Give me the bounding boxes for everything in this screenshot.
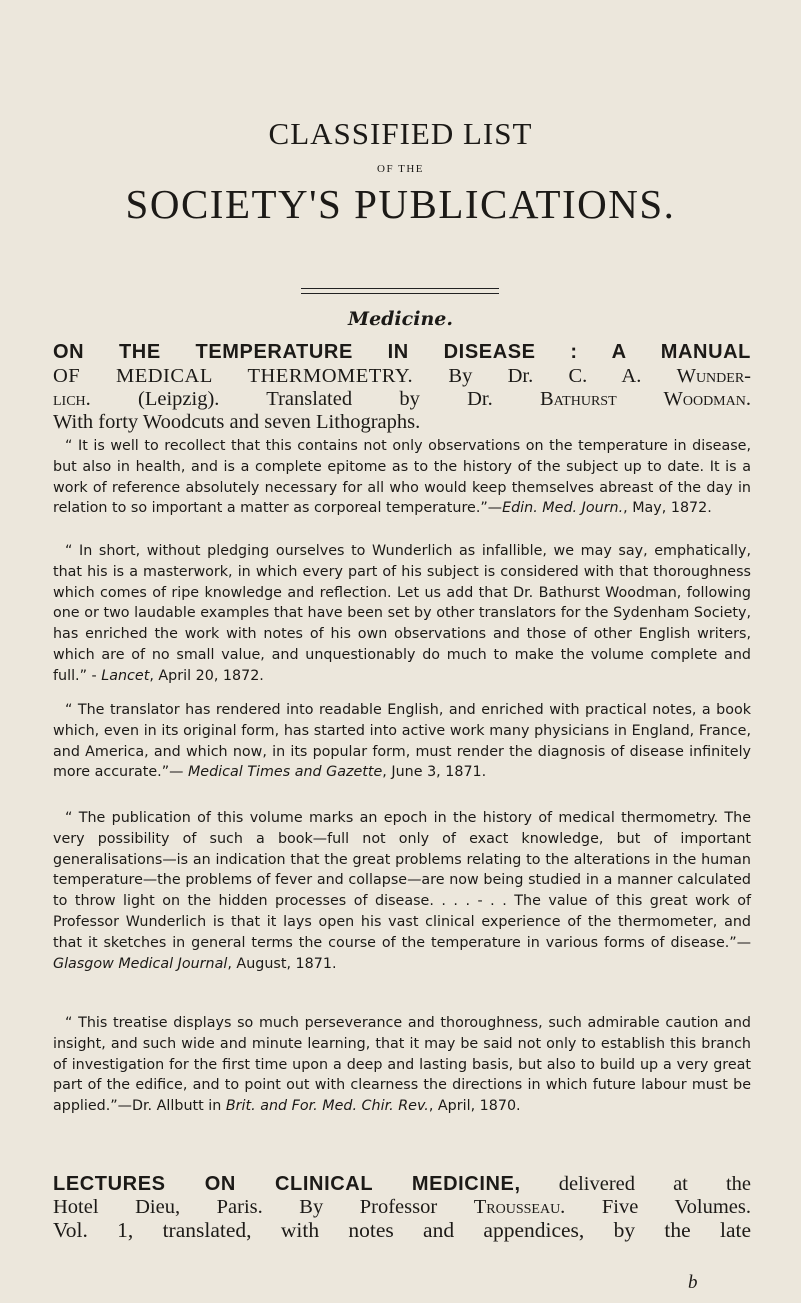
review-4 (53, 808, 751, 974)
entry2-volumes: Five Volumes. (565, 1196, 751, 1218)
entry1-author: Wunder- (676, 365, 751, 387)
entry1-illustrations: With forty Woodcuts and seven Lithographs. (53, 411, 421, 433)
review-source: Lancet (101, 667, 150, 684)
review-date: , April 20, 1872. (149, 667, 264, 684)
entry1-translator: Bathurst Woodman. (539, 388, 751, 410)
entry1-title-line (53, 341, 751, 364)
review-date: , April, 1870. (428, 1098, 521, 1115)
entry2-line2 (53, 1196, 751, 1219)
entry2-title: LECTURES ON CLINICAL MEDICINE, (53, 1173, 521, 1195)
review-1 (53, 436, 751, 519)
review-source: Glasgow Medical Journal (53, 955, 228, 972)
double-rule-bottom (301, 293, 499, 294)
review-3 (53, 700, 751, 783)
entry1-line3 (53, 388, 751, 411)
entry1-subtitle: OF MEDICAL THERMOMETRY. (53, 365, 414, 387)
review-source: Brit. and For. Med. Chir. Rev. (225, 1098, 429, 1115)
review-text: “ In short, without pledging ourselves to Wunderlich as infallible, we may say, emphatically, that his is a masterwork, in which every part of his subject is considered with that thoroughness which comes of ripe knowledge and reflection. Let us add that Dr. Bathurst Woodman, following one or two laudable examples that have been set by other translators for the Sydenham Society, has enriched the work with notes of his own observations and those of other English writers, which are of no small value, and unquestionably do much to make the volume complete and full.” - (53, 543, 751, 684)
entry2-volume-note: Vol. 1, translated, with notes and appendices, by the late (53, 1218, 751, 1242)
entry2-venue: Hotel Dieu, Paris. By Professor (53, 1196, 474, 1218)
review-date: , May, 1872. (623, 500, 712, 517)
review-5 (53, 1013, 751, 1117)
section-heading: Medicine. (348, 308, 453, 330)
review-date: , June 3, 1871. (382, 764, 487, 781)
review-source: Edin. Med. Journ. (502, 500, 624, 517)
review-text: “ It is well to recollect that this contains not only observations on the temperature in disease, but also in health, and is a complete epitome as to the history of the subject up to date. It is a work of reference absolutely necessary for all who would keep themselves abreast of the day in relation to so important a matter as corporeal temperature.”— (53, 438, 751, 517)
entry1-translated: (Leipzig). Translated by Dr. (90, 388, 540, 410)
entry1-author-cont: lich. (53, 388, 91, 410)
entry2-line3 (53, 1219, 751, 1242)
review-text: “ The translator has rendered into readable English, and enriched with practical notes, a book which, even in its original form, has started into active work many physicians in England, France, and America, and which now, in its popular form, must render the diagnosis of disease infinitely more accurate.”— (53, 702, 751, 781)
entry1-line2 (53, 365, 751, 388)
entry1-title: ON THE TEMPERATURE IN DISEASE : A MANUAL (53, 341, 751, 363)
review-source: Medical Times and Gazette (187, 764, 383, 781)
entry2-line1 (53, 1173, 751, 1196)
double-rule-top (301, 288, 499, 289)
entry1-by: By Dr. C. A. (413, 365, 677, 387)
review-text: “ The publication of this volume marks an epoch in the history of medical thermometry. The very possibility of such a book—full not only of exact knowledge, but of important generalisations—is an indication that the great problems relating to the alterations in the human temperature—the problems of fever and collapse—are now being studied in a manner calculated to throw light on the hidden processes of disease. . . . - . . The value of this great work of Professor Wunderlich is that it lays open his vast clinical experience of the thermometer, and that it sketches in general terms the course of the temperature in various forms of disease.”— (53, 810, 751, 951)
signature-mark: b (688, 1272, 698, 1293)
review-date: , August, 1871. (227, 955, 337, 972)
entry2-author: Trousseau. (473, 1196, 566, 1218)
review-2 (53, 541, 751, 687)
list-title: CLASSIFIED LIST (268, 116, 533, 151)
publications-title: SOCIETY'S PUBLICATIONS. (125, 181, 676, 227)
entry2-delivered: delivered at the (520, 1173, 751, 1195)
review-text: “ This treatise displays so much perseverance and thoroughness, such admirable caution and insight, and such wide and minute learning, that it may be said not only to establish this branch of investigation for the first time upon a deep and lasting basis, but also to build up a very great part of the edifice, and to point out with clearness the directions in which future labour must be applied.”—Dr. Allbutt in (53, 1015, 751, 1115)
list-subtitle: OF THE (377, 163, 424, 175)
entry1-line4 (53, 411, 751, 434)
